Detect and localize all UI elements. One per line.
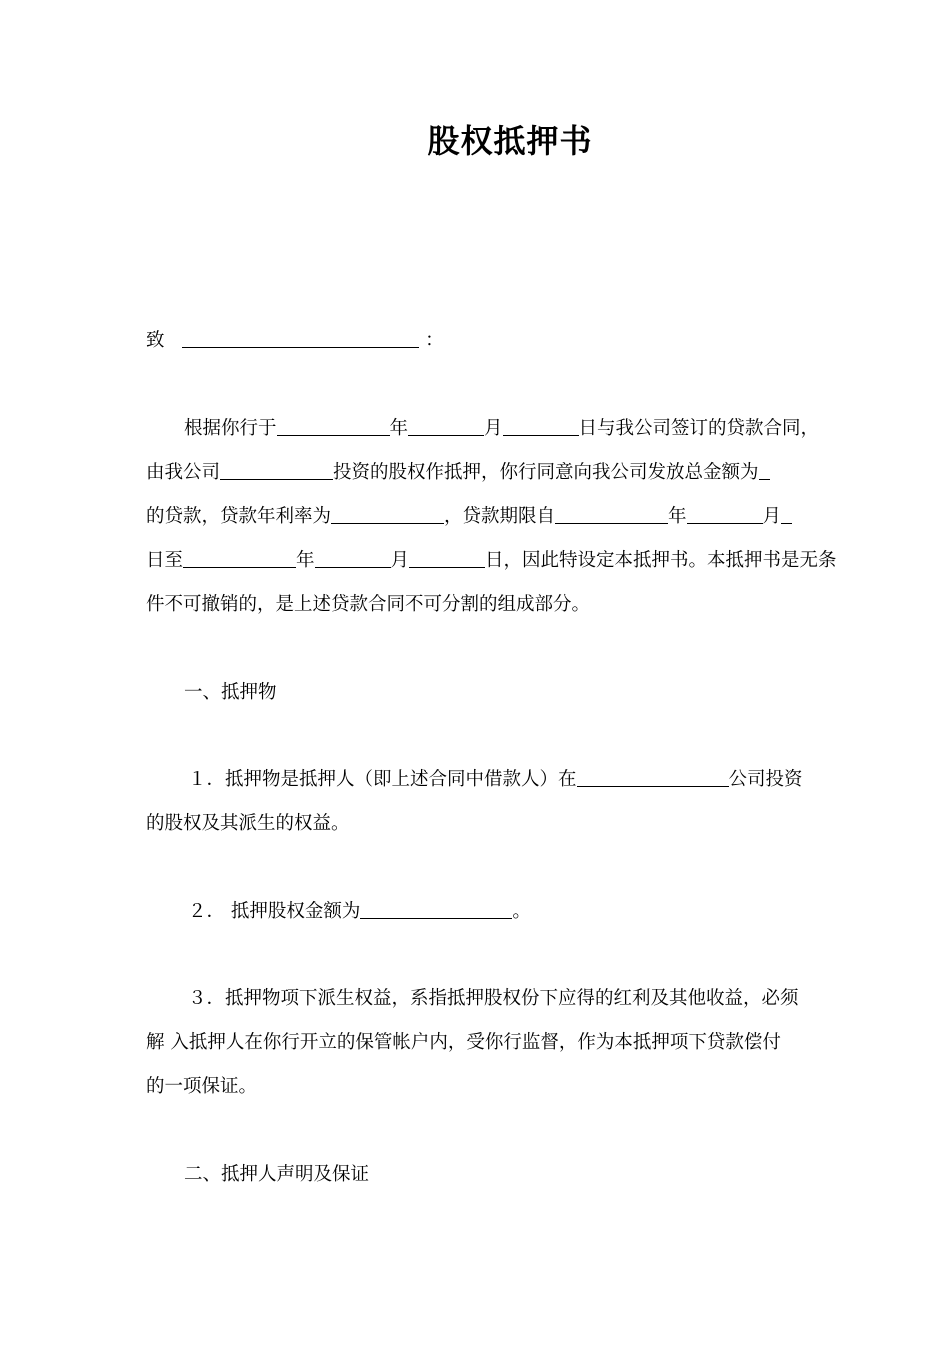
end-year-blank[interactable] [183,549,296,568]
addressee-blank[interactable] [182,329,419,348]
interest-rate-blank[interactable] [331,505,444,524]
intro-text: 月 [484,418,503,439]
addressee-colon: ： [425,330,444,351]
intro-line-4 [146,548,837,574]
intro-line-1 [184,416,819,442]
intro-text: 日至 [146,550,184,571]
start-day-blank[interactable] [781,505,792,524]
item1-text: 公司投资 [728,769,803,790]
intro-text: 根据你行于 [184,418,277,439]
signing-day-blank[interactable] [503,417,579,436]
invested-company-blank[interactable] [577,768,729,787]
item1-line-2: 的股权及其派生的权益。 [146,813,350,834]
addressee-line [146,328,444,354]
end-day-blank[interactable] [409,549,485,568]
company-name-blank[interactable] [220,461,333,480]
section2-heading: 二、抵押人声明及保证 [184,1164,370,1185]
signing-year-blank[interactable] [277,417,390,436]
section1-heading: 一、抵押物 [184,682,277,703]
intro-text: 的贷款，贷款年利率为 [146,506,332,527]
intro-text: 月 [762,506,782,527]
pledged-equity-amount-blank[interactable] [360,900,512,919]
signing-month-blank[interactable] [408,417,484,436]
item1-line-1 [188,767,803,793]
intro-text: 投资的股权作抵押，你行同意向我公司发放总金额为 [333,462,759,483]
intro-line-5: 件不可撤销的，是上述贷款合同不可分割的组成部分。 [146,594,591,615]
item3-line-2: 解 入抵押人在你行开立的保管帐户内，受你行监督，作为本抵押项下贷款偿付 [146,1032,781,1053]
intro-line-2 [146,460,770,486]
item3-line-1: ３．抵押物项下派生权益，系指抵押股权份下应得的红利及其他收益，必须 [188,988,799,1009]
item1-text: １．抵押物是抵押人（即上述合同中借款人）在 [188,769,577,790]
document-title: 股权抵押书 [427,122,593,160]
item2-text: 。 [512,901,531,922]
start-year-blank[interactable] [555,505,668,524]
item2-line [188,899,531,925]
intro-text: 由我公司 [146,462,221,483]
total-amount-blank[interactable] [759,461,770,480]
intro-text: 年 [389,418,409,439]
end-month-blank[interactable] [315,549,391,568]
addressee-label: 致 [146,330,165,351]
intro-text: 月 [390,550,410,571]
start-month-blank[interactable] [687,505,763,524]
intro-line-3 [146,504,792,530]
intro-text: 日与我公司签订的贷款合同， [578,418,820,439]
intro-text: 日，因此特设定本抵押书。本抵押书是无条 [485,550,837,571]
intro-text: ，贷款期限自 [444,506,556,527]
intro-text: 年 [668,506,687,527]
intro-text: 年 [296,550,315,571]
item2-text: ２． 抵押股权金额为 [188,901,361,922]
item3-line-3: 的一项保证。 [146,1076,258,1097]
